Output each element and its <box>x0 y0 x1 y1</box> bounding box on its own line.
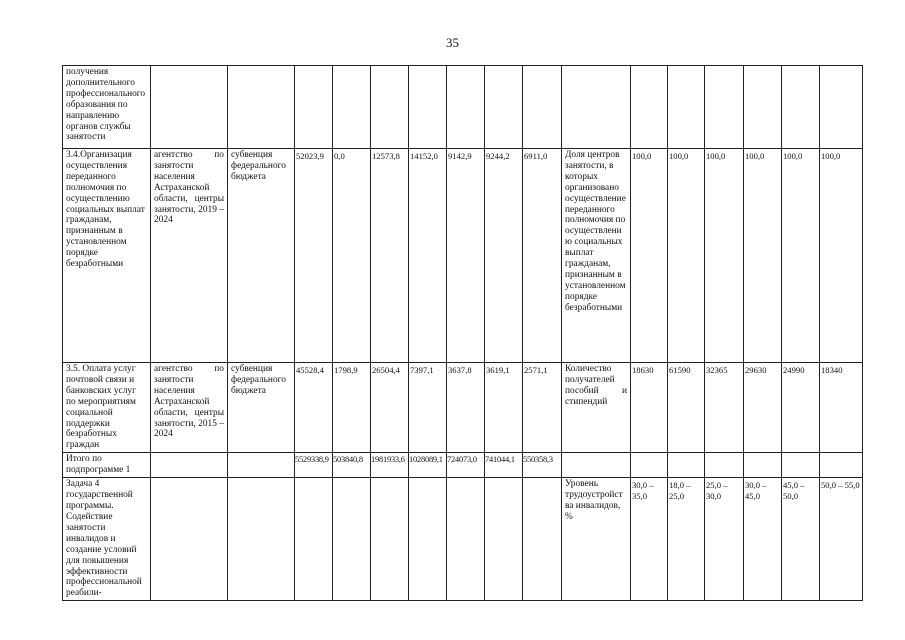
value-cell <box>485 478 523 601</box>
table-row-total <box>63 453 863 478</box>
value-cell: 6911,0 <box>523 149 562 363</box>
target-cell <box>744 453 782 478</box>
value-cell: 14152,0 <box>409 149 447 363</box>
table-row <box>63 478 863 601</box>
value-cell: 1798,9 <box>333 363 371 453</box>
target-cell <box>782 66 820 149</box>
activity-name: Итого по подпрограмме 1 <box>63 453 151 478</box>
target-cell: 32365 <box>705 363 744 453</box>
target-cell: 45,0 – 50,0 <box>782 478 820 601</box>
target-cell: 18630 <box>631 363 668 453</box>
target-cell: 18,0 – 25,0 <box>668 478 705 601</box>
target-cell <box>668 453 705 478</box>
target-cell: 100,0 <box>782 149 820 363</box>
funding-source <box>228 478 295 601</box>
table-row <box>63 66 863 149</box>
value-cell: 3619,1 <box>485 363 523 453</box>
indicator: Доля центров занятости, в которых организовано осуществление переданного полномочия по осуществлению социальных выплат гражданам, признанным в установленном порядке безработными <box>562 149 631 363</box>
target-cell <box>705 453 744 478</box>
value-cell: 9244,2 <box>485 149 523 363</box>
target-cell: 100,0 <box>705 149 744 363</box>
value-cell: 1981933,6 <box>371 453 409 478</box>
indicator: Количество получателей пособий и стипендий <box>562 363 631 453</box>
value-cell: 3637,8 <box>447 363 485 453</box>
target-cell: 30,0 – 35,0 <box>631 478 668 601</box>
value-cell: 724073,0 <box>447 453 485 478</box>
target-cell <box>631 66 668 149</box>
target-cell <box>744 66 782 149</box>
funding-source <box>228 453 295 478</box>
target-cell: 50,0 – 55,0 <box>820 478 863 601</box>
target-cell: 100,0 <box>820 149 863 363</box>
value-cell <box>371 66 409 149</box>
value-cell: 52023,9 <box>295 149 333 363</box>
target-cell: 29630 <box>744 363 782 453</box>
indicator <box>562 66 631 149</box>
value-cell <box>333 478 371 601</box>
funding-source <box>228 66 295 149</box>
value-cell: 45528,4 <box>295 363 333 453</box>
value-cell <box>295 66 333 149</box>
target-cell: 100,0 <box>631 149 668 363</box>
target-cell <box>820 453 863 478</box>
value-cell <box>409 478 447 601</box>
activity-name: 3.5. Оплата услуг почтовой связи и банковских услуг по мероприятиям социальной поддержки безработных граждан <box>63 363 151 453</box>
target-cell: 18340 <box>820 363 863 453</box>
value-cell: 550358,3 <box>523 453 562 478</box>
activity-name: получения дополнительного профессионального образования по направлению органов службы занятости <box>63 66 151 149</box>
page-number: 35 <box>446 35 459 50</box>
value-cell <box>447 66 485 149</box>
value-cell <box>523 66 562 149</box>
funding-source: субвенция федерального бюджета <box>228 149 295 363</box>
value-cell: 7397,1 <box>409 363 447 453</box>
value-cell: 2571,1 <box>523 363 562 453</box>
table-row <box>63 363 863 453</box>
value-cell: 26504,4 <box>371 363 409 453</box>
target-cell: 25,0 – 30,0 <box>705 478 744 601</box>
value-cell: 741044,1 <box>485 453 523 478</box>
executor <box>151 453 228 478</box>
value-cell <box>409 66 447 149</box>
value-cell <box>447 478 485 601</box>
target-cell <box>631 453 668 478</box>
target-cell: 24990 <box>782 363 820 453</box>
activity-name: 3.4.Организация осуществления переданного полномочия по осуществлению социальных выплат гражданам, признанным в установленном порядке безработными <box>63 149 151 363</box>
program-table <box>62 65 863 601</box>
value-cell <box>333 66 371 149</box>
executor <box>151 66 228 149</box>
value-cell <box>523 478 562 601</box>
target-cell <box>820 66 863 149</box>
value-cell <box>371 478 409 601</box>
target-cell <box>668 66 705 149</box>
value-cell <box>295 478 333 601</box>
target-cell <box>782 453 820 478</box>
target-cell: 61590 <box>668 363 705 453</box>
executor <box>151 478 228 601</box>
target-cell <box>705 66 744 149</box>
value-cell: 9142,9 <box>447 149 485 363</box>
value-cell: 12573,8 <box>371 149 409 363</box>
table-row <box>63 149 863 363</box>
target-cell: 30,0 – 45,0 <box>744 478 782 601</box>
target-cell: 100,0 <box>668 149 705 363</box>
value-cell: 503840,8 <box>333 453 371 478</box>
value-cell: 0,0 <box>333 149 371 363</box>
executor: агентство по занятости населения Астраханской области, центры занятости, 2015 – 2024 <box>151 363 228 453</box>
value-cell: 5529338,9 <box>295 453 333 478</box>
funding-source: субвенция федерального бюджета <box>228 363 295 453</box>
activity-name: Задача 4 государственной программы. Содействие занятости инвалидов и создание условий для повышения эффективности профессиональной реабили- <box>63 478 151 601</box>
value-cell: 1028089,1 <box>409 453 447 478</box>
target-cell: 100,0 <box>744 149 782 363</box>
indicator: Уровень трудоустройства инвалидов, % <box>562 478 631 601</box>
indicator <box>562 453 631 478</box>
executor: агентство по занятости населения Астраханской области, центры занятости, 2019 – 2024 <box>151 149 228 363</box>
value-cell <box>485 66 523 149</box>
